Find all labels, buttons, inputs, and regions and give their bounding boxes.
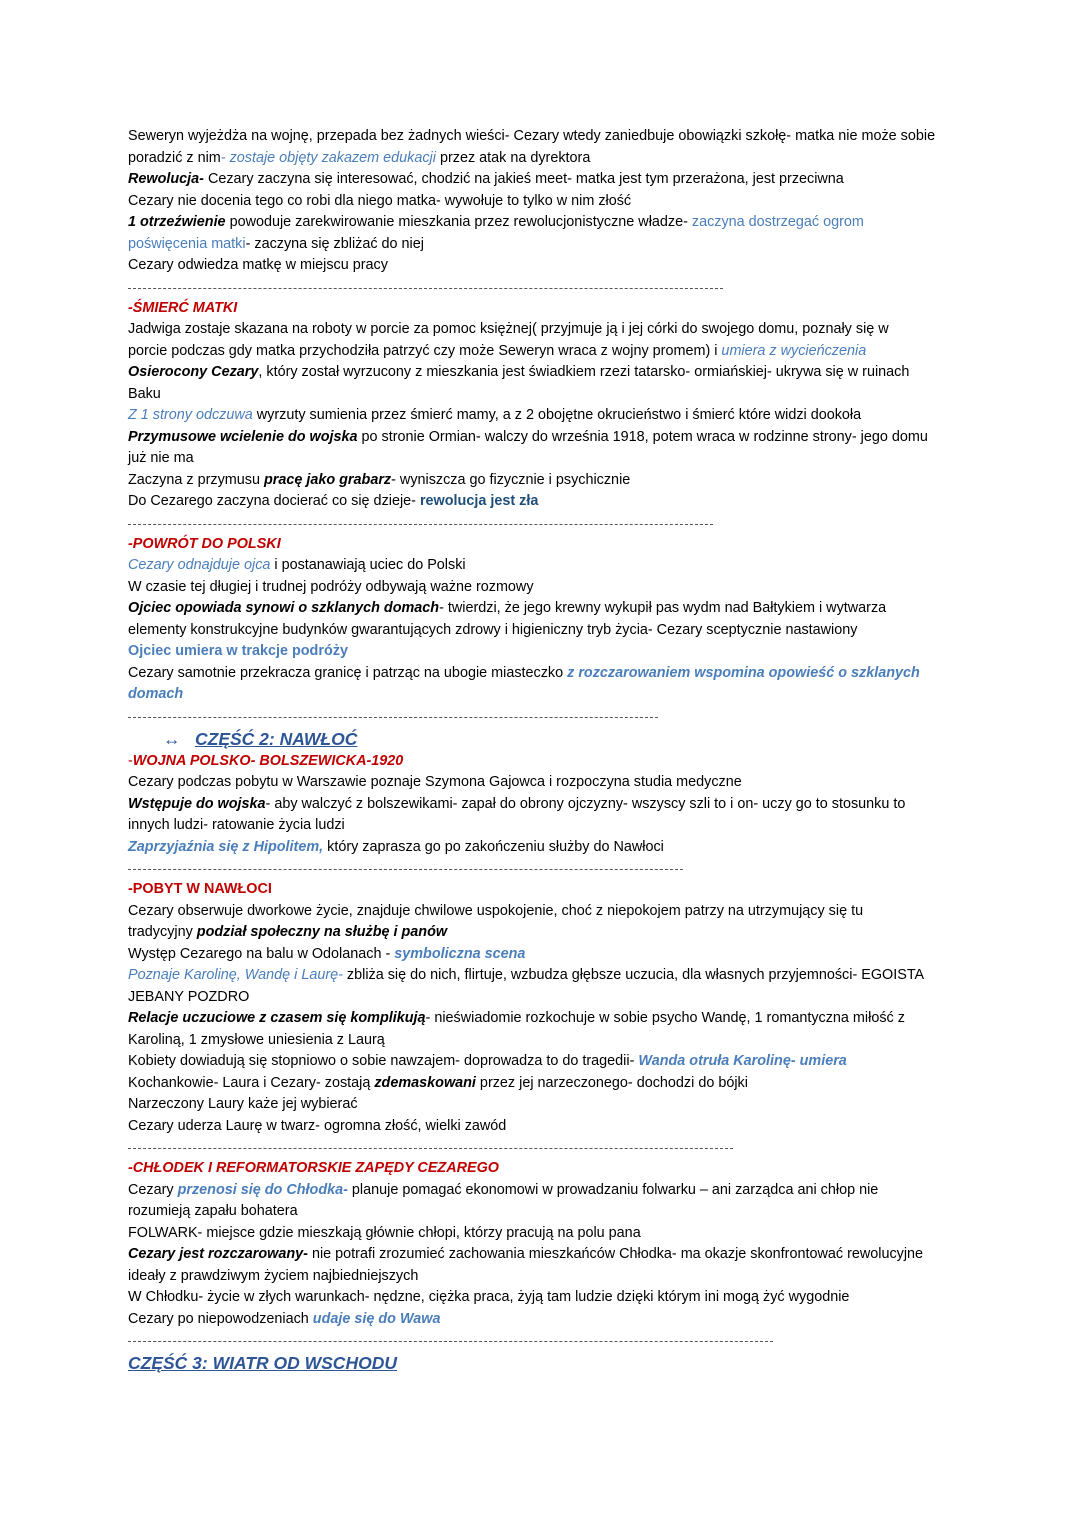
text-line: Ojciec opowiada synowi o szklanych domach- twierdzi, że jego krewny wykupił pas wydm nad Bałtykiem i wytwarza xyxy=(128,600,887,616)
text-line: Rewolucja- Cezary zaczyna się interesować, chodzić na jakieś meet- matka jest tym przerażona, jest przeciwna xyxy=(128,171,844,187)
text-line: tradycyjny podział społeczny na służbę i panów xyxy=(128,924,448,940)
text-line: Seweryn wyjeżdża na wojnę, przepada bez żadnych wieści- Cezary wtedy zaniedbuje obowiązki szkołę- matka nie może sobie xyxy=(128,128,936,144)
part-title: CZĘŚĆ 3: WIATR OD WSCHODU xyxy=(128,1353,397,1373)
dashed-separator xyxy=(128,513,958,534)
text-line: Cezary nie docenia tego co robi dla niego matka- wywołuje to tylko w nim złość xyxy=(128,192,632,209)
section-heading: -CHŁODEK I REFORMATORSKIE ZAPĘDY CEZAREGO xyxy=(128,1160,499,1176)
text-line: Kochankowie- Laura i Cezary- zostają zdemaskowani przez jej narzeczonego- dochodzi do bójki xyxy=(128,1074,748,1091)
text-line: 1 otrzeźwienie powoduje zarekwirowanie mieszkania przez rewolucjonistyczne władze- zaczyna dostrzegać ogrom xyxy=(128,214,864,230)
text-line: Relacje uczuciowe z czasem się komplikują- nieświadomie rozkochuje w sobie psycho Wandę, 1 romantyczna miłość z xyxy=(128,1010,905,1026)
text-line: Ojciec umiera w trakcje podróży xyxy=(128,643,348,659)
text-line: elementy konstrukcyjne budynków gwarantujących zdrowy i higieniczny tryb życia- Cezary sceptycznie nastawiony xyxy=(128,621,858,638)
dashed-separator xyxy=(128,277,958,298)
section-heading: -POBYT W NAWŁOCI xyxy=(128,881,272,897)
text-line: Cezary odnajduje ojca i postanawiają uciec do Polski xyxy=(128,557,466,573)
text-line: rozumieją zapału bohatera xyxy=(128,1203,298,1219)
text-line: innych ludzi- ratowanie życia ludzi xyxy=(128,817,345,833)
text-line: Zaczyna z przymusu pracę jako grabarz- wyniszcza go fizycznie i psychicznie xyxy=(128,471,631,488)
dashed-separator xyxy=(128,1330,958,1351)
text-line: Baku xyxy=(128,385,161,402)
part-title: ↔ CZĘŚĆ 2: NAWŁOĆ xyxy=(163,728,358,749)
text-line: Poznaje Karolinę, Wandę i Laurę- zbliża się do nich, flirtuje, wzbudza głębsze uczucia, dla własnych przyjemności- EGOISTA xyxy=(128,967,925,983)
text-line: porcie podczas gdy matka przychodziła patrzyć czy może Seweryn wraca z wojny promem) i umiera z wycieńczenia xyxy=(128,342,867,359)
dashed-separator xyxy=(128,1137,958,1158)
text-line: Cezary uderza Laurę w twarz- ogromna złość, wielki zawód xyxy=(128,1117,507,1134)
text-line: Osierocony Cezary, który został wyrzucony z mieszkania jest świadkiem rzezi tatarsko- ormiańskiej- ukrywa się w ruinach xyxy=(128,364,910,380)
text-line: domach xyxy=(128,686,184,702)
text-line: Kobiety dowiadują się stopniowo o sobie nawzajem- doprowadza to do tragedii- Wanda otruła Karolinę- umiera xyxy=(128,1053,847,1069)
text-line: Narzeczony Laury każe jej wybierać xyxy=(128,1096,358,1112)
text-line: Występ Cezarego na balu w Odolanach - symboliczna scena xyxy=(128,945,526,962)
text-line: Cezary jest rozczarowany- nie potrafi zrozumieć zachowania mieszkańców Chłodka- ma okazje skonfrontować rewolucyjne xyxy=(128,1246,924,1262)
text-line: Karoliną, 1 zmysłowe uniesienia z Laurą xyxy=(128,1031,385,1048)
text-line: W czasie tej długiej i trudnej podróży odbywają ważne rozmowy xyxy=(128,578,534,595)
text-line: JEBANY POZDRO xyxy=(128,988,250,1005)
text-line: poradzić z nim- zostaje objęty zakazem edukacji przez atak na dyrektora xyxy=(128,149,591,166)
text-line: Cezary podczas pobytu w Warszawie poznaje Szymona Gajowca i rozpoczyna studia medyczne xyxy=(128,774,742,790)
section-heading: -POWRÓT DO POLSKI xyxy=(128,535,281,552)
text-line: Wstępuje do wojska- aby walczyć z bolszewikami- zapał do obrony ojczyzny- wszyscy szli to i on- uczy go to stosunku to xyxy=(128,795,906,812)
text-line: już nie ma xyxy=(128,450,194,466)
document-page xyxy=(128,126,958,1375)
text-line: Cezary samotnie przekracza granicę i patrząc na ubogie miasteczko z rozczarowaniem wspomina opowieść o szklanych xyxy=(128,664,920,681)
text-line: Zaprzyjaźnia się z Hipolitem, który zaprasza go po zakończeniu służby do Nawłoci xyxy=(128,838,664,855)
text-line: ideały z prawdziwym życiem najbiedniejszych xyxy=(128,1267,419,1284)
text-line: Z 1 strony odczuwa wyrzuty sumienia przez śmierć mamy, a z 2 obojętne okrucieństwo i śmierć które widzi dookoła xyxy=(128,407,862,423)
text-line: Cezary po niepowodzeniach udaje się do Wawa xyxy=(128,1310,441,1327)
text-line: Cezary obserwuje dworkowe życie, znajduje chwilowe uspokojenie, choć z niepokojem patrzy na utrzymujący się tu xyxy=(128,902,864,919)
dashed-separator xyxy=(128,706,958,727)
text-line: Cezary przenosi się do Chłodka- planuje pomagać ekonomowi w prowadzaniu folwarku – ani zarządca ani chłop nie xyxy=(128,1181,879,1198)
text-line: poświęcenia matki- zaczyna się zbliżać do niej xyxy=(128,235,424,252)
section-heading: -WOJNA POLSKO- BOLSZEWICKA-1920 xyxy=(128,752,404,769)
text-line: Cezary odwiedza matkę w miejscu pracy xyxy=(128,257,388,273)
dashed-separator xyxy=(128,858,958,879)
text-line: Do Cezarego zaczyna docierać co się dzieje- rewolucja jest zła xyxy=(128,493,539,509)
text-line: FOLWARK- miejsce gdzie mieszkają głównie chłopi, którzy pracują na polu pana xyxy=(128,1224,641,1241)
text-line: W Chłodku- życie w złych warunkach- nędzne, ciężka praca, żyją tam ludzie dzięki którym ini mogą żyć wygodnie xyxy=(128,1289,850,1305)
text-line: Jadwiga zostaje skazana na roboty w porcie za pomoc księżnej( przyjmuje ją i jej córki do swojego domu, poznały się w xyxy=(128,321,889,337)
bidirectional-arrow-icon: ↔ xyxy=(163,728,181,749)
section-heading: -ŚMIERĆ MATKI xyxy=(128,299,238,316)
text-line: Przymusowe wcielenie do wojska po stronie Ormian- walczy do września 1918, potem wraca w rodzinne strony- jego domu xyxy=(128,428,928,445)
